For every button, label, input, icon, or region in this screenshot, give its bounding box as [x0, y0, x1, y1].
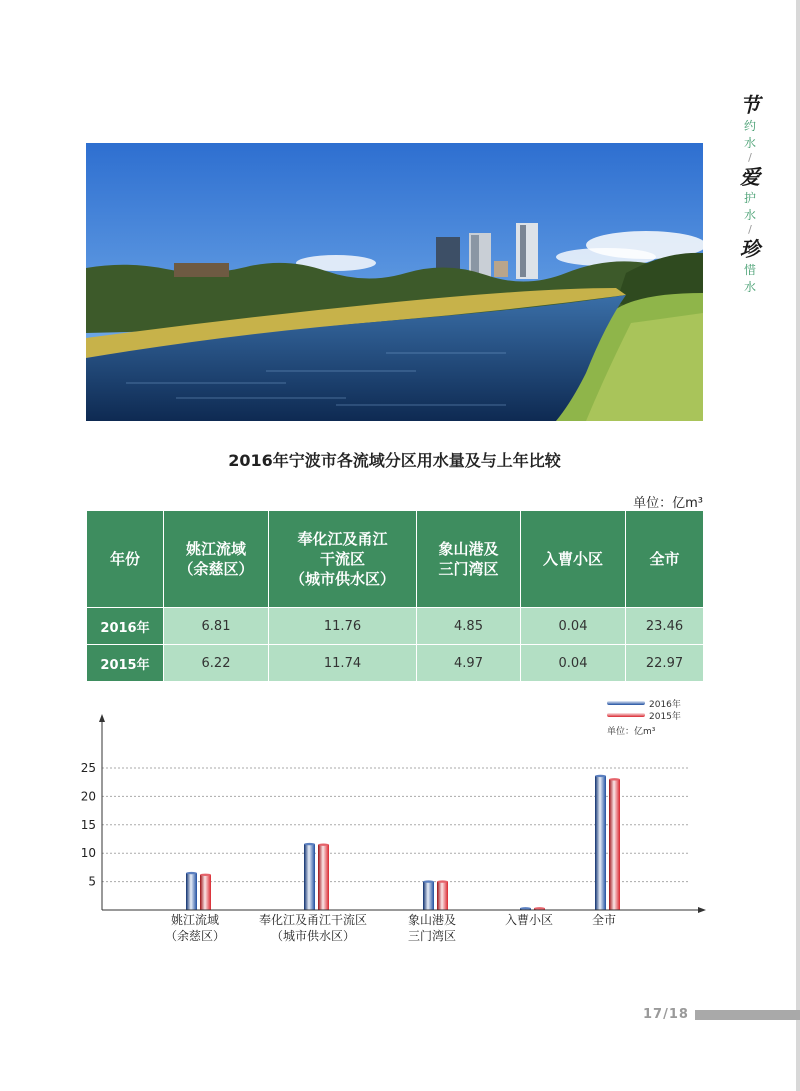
slogan-char: 水: [743, 280, 756, 294]
slogan-divider: /: [748, 223, 752, 236]
table-cell: 0.04: [521, 608, 626, 645]
table-header-cell: 奉化江及甬江 干流区 （城市供水区）: [269, 511, 417, 608]
legend-item: [607, 697, 681, 709]
table-row: [87, 645, 704, 682]
y-tick-label: 5: [88, 874, 96, 889]
table-cell: 6.22: [164, 645, 269, 682]
bar-cap: [304, 843, 315, 845]
slogan-char: 护: [743, 191, 756, 205]
y-tick-label: 25: [80, 761, 96, 775]
bar-cap: [609, 778, 620, 780]
page-title: 2016年宁波市各流域分区用水量及与上年比较: [228, 451, 561, 470]
bar-cap: [318, 843, 329, 845]
y-axis-arrow-icon: [99, 714, 105, 722]
bar-2016: [423, 882, 434, 910]
bar-cap: [200, 874, 211, 876]
table-header-cell: 入曹小区: [521, 511, 626, 608]
table-cell: 0.04: [521, 645, 626, 682]
bar-cap: [534, 907, 545, 909]
table-cell: 6.81: [164, 608, 269, 645]
x-tick-label: 全市: [591, 913, 616, 927]
slogan-char: 节: [740, 93, 760, 117]
slogan-divider: /: [748, 151, 752, 164]
bar-2015: [318, 845, 329, 910]
chart-legend: [607, 697, 681, 737]
table-header-row: [87, 511, 704, 608]
legend-label: 2015年: [649, 711, 681, 722]
legend-swatch-red: [607, 713, 645, 717]
chart-unit-label: 单位：亿m³: [607, 727, 656, 737]
slogan-char: 水: [743, 208, 756, 222]
unit-label: 单位：亿m³: [633, 496, 703, 511]
page-number-bar: [695, 1010, 800, 1020]
water-usage-table: [86, 510, 704, 682]
bar-2015: [200, 875, 211, 910]
y-tick-label: 20: [80, 789, 96, 804]
table-cell: 23.46: [626, 608, 704, 645]
bar-cap: [520, 907, 531, 909]
slogan-char: 水: [743, 136, 756, 150]
bar-2015: [609, 779, 620, 910]
slogan-char: 惜: [743, 263, 756, 277]
table-header-cell: 全市: [626, 511, 704, 608]
river-landscape-photo: [86, 143, 703, 421]
legend-item: [607, 709, 681, 721]
bar-2016: [186, 873, 197, 910]
table-row: [87, 608, 704, 645]
page-number: 17/18: [643, 1007, 689, 1022]
x-tick-label: 奉化江及甬江干流区 （城市供水区）: [258, 913, 367, 943]
bar-cap: [423, 880, 434, 882]
y-tick-label: 10: [80, 846, 96, 861]
bar-2015: [437, 882, 448, 910]
chart-bars: [186, 775, 620, 910]
table-header-cell: 象山港及 三门湾区: [417, 511, 521, 608]
table-cell-year: 2015年: [87, 645, 164, 682]
chart-y-tick-labels: [81, 761, 96, 889]
slogan-char: 约: [743, 119, 756, 133]
slogan-char: 珍: [740, 237, 760, 261]
table-cell: 22.97: [626, 645, 704, 682]
bar-cap: [186, 872, 197, 874]
table-header-cell: 姚江流域 （余慈区）: [164, 511, 269, 608]
x-tick-label: 入曹小区: [504, 913, 553, 927]
bar-2016: [595, 776, 606, 910]
x-tick-label: 姚江流域 （余慈区）: [164, 913, 225, 943]
table-cell: 11.74: [269, 645, 417, 682]
bar-cap: [595, 775, 606, 777]
vertical-slogan: [738, 92, 762, 296]
table-cell: 4.85: [417, 608, 521, 645]
table-header-cell: 年份: [87, 511, 164, 608]
x-tick-label: 象山港及 三门湾区: [407, 913, 456, 943]
table-cell: 11.76: [269, 608, 417, 645]
legend-label: 2016年: [649, 699, 681, 710]
slogan-char: 爱: [740, 165, 760, 189]
table-cell: 4.97: [417, 645, 521, 682]
chart-x-tick-labels: [0, 912, 800, 952]
legend-swatch-blue: [607, 701, 645, 705]
y-tick-label: 15: [80, 817, 96, 832]
table-cell-year: 2016年: [87, 608, 164, 645]
bar-2016: [304, 844, 315, 910]
bar-cap: [437, 880, 448, 882]
